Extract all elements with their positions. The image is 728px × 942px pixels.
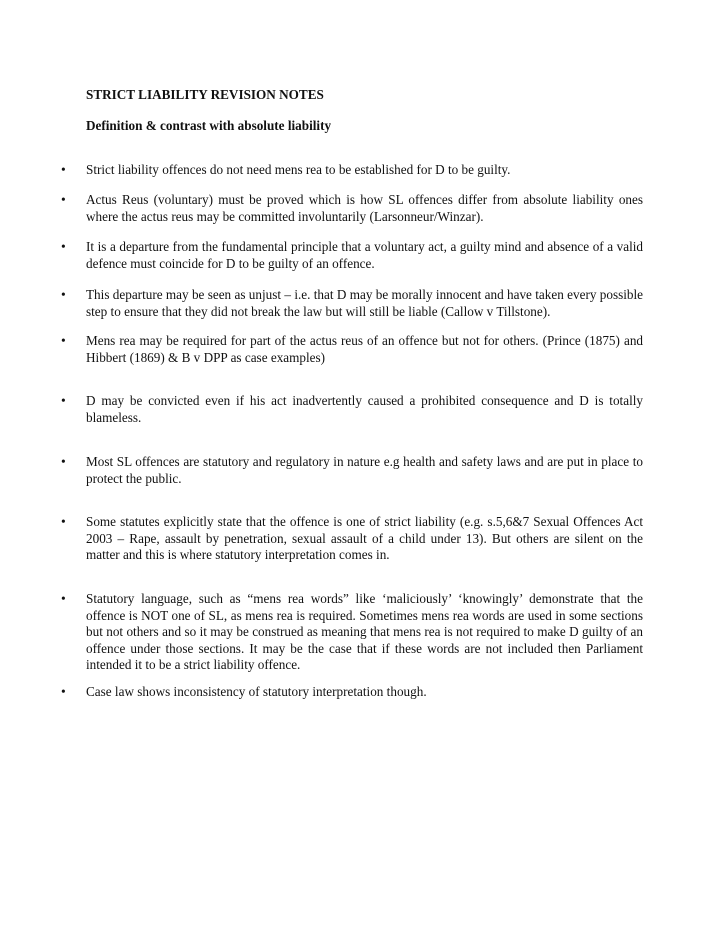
list-item-text: Mens rea may be required for part of the actus reus of an offence but not for others. (Prince (1875) and Hibbert (1869) & B v DPP as case examples)	[86, 333, 643, 365]
bullet-icon: •	[61, 162, 66, 177]
list-item-text: Some statutes explicitly state that the offence is one of strict liability (e.g. s.5,6&7 Sexual Offences Act 2003 – Rape, assault by penetration, sexual assault of a child under 13). But others are silent on the matter and this is where statutory interpretation comes in.	[86, 514, 643, 562]
bullet-icon: •	[61, 333, 66, 348]
document-title: STRICT LIABILITY REVISION NOTES	[86, 87, 324, 102]
bullet-icon: •	[61, 454, 66, 469]
list-item-text: Strict liability offences do not need mens rea to be established for D to be guilty.	[86, 162, 511, 177]
bullet-icon: •	[61, 393, 66, 408]
bullet-icon: •	[61, 192, 66, 207]
bullet-icon: •	[61, 684, 66, 699]
list-item-text: Statutory language, such as “mens rea words” like ‘maliciously’ ‘knowingly’ demonstrate that the offence is NOT one of SL, as mens rea is required. Sometimes mens rea words are used in some sections but not others and so it may be construed as meaning that mens rea is not required to make D guilty of an offence under those sections. It may be the case that if these words are not included then Parliament intended it to be a strict liability offence.	[86, 591, 643, 672]
list-item-text: It is a departure from the fundamental principle that a voluntary act, a guilty mind and absence of a valid defence must coincide for D to be guilty of an offence.	[86, 239, 643, 271]
bullet-icon: •	[61, 239, 66, 254]
list-item-text: D may be convicted even if his act inadvertently caused a prohibited consequence and D is totally blameless.	[86, 393, 643, 425]
section-heading: Definition & contrast with absolute liability	[86, 118, 332, 133]
list-item-text: Case law shows inconsistency of statutory interpretation though.	[86, 684, 427, 699]
bullet-icon: •	[61, 287, 66, 302]
list-item-text: Most SL offences are statutory and regulatory in nature e.g health and safety laws and are put in place to protect the public.	[86, 454, 643, 486]
bullet-icon: •	[61, 514, 66, 529]
list-item-text: This departure may be seen as unjust – i.e. that D may be morally innocent and have taken every possible step to ensure that they did not break the law but will still be liable (Callow v Tillstone).	[86, 287, 643, 319]
bullet-icon: •	[61, 591, 66, 606]
list-item-text: Actus Reus (voluntary) must be proved which is how SL offences differ from absolute liability ones where the actus reus may be committed involuntarily (Larsonneur/Winzar).	[86, 192, 643, 224]
